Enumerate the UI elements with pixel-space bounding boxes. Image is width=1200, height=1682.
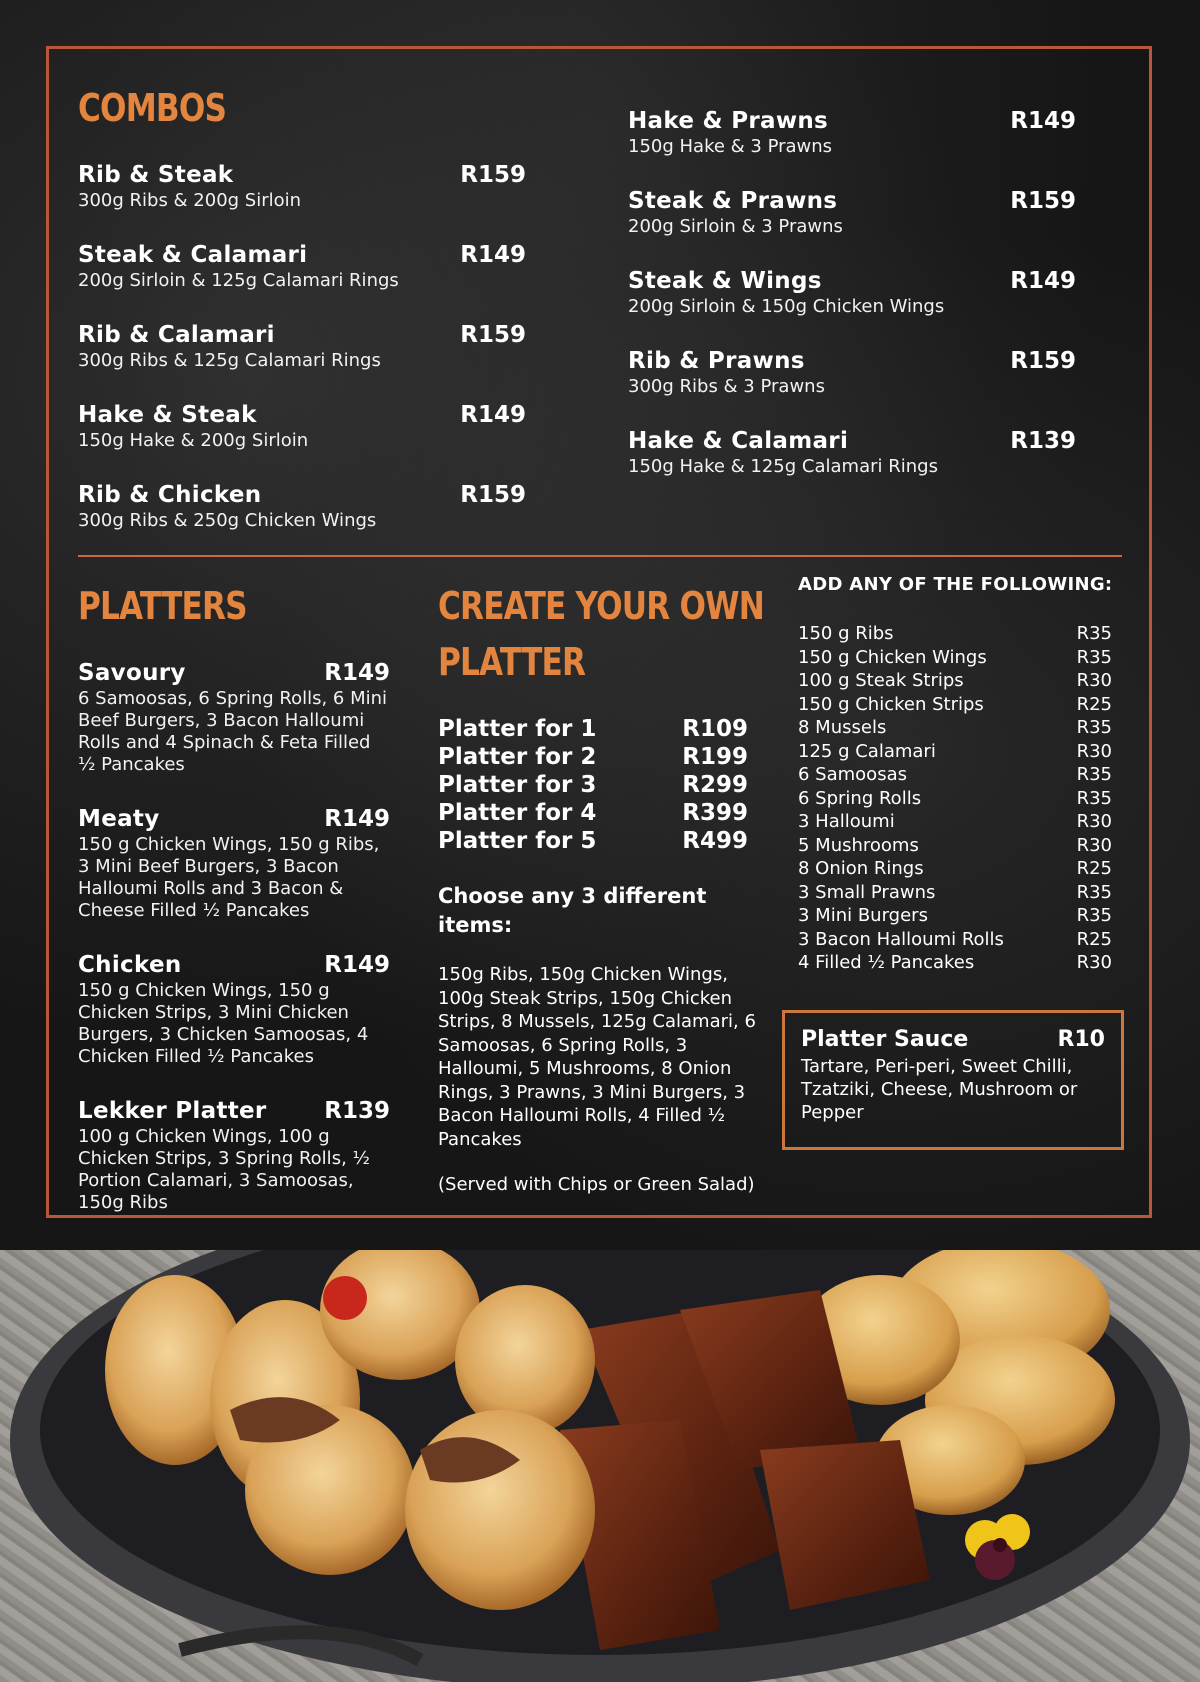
combo-desc: 200g Sirloin & 150g Chicken Wings [628, 296, 945, 317]
addons-title: ADD ANY OF THE FOLLOWING: [798, 574, 1113, 595]
platter-illustration [0, 1250, 1200, 1682]
addon-item [798, 951, 1112, 975]
food-photo [0, 1250, 1200, 1682]
platter-name: Savoury [78, 660, 186, 686]
platter-option-label: Platter for 4 [438, 800, 597, 826]
addon-price: R30 [1076, 834, 1112, 856]
addon-label: 150 g Ribs [798, 623, 894, 644]
platter-item [78, 806, 390, 922]
combos-heading: COMBOS [78, 86, 227, 130]
section-divider [78, 555, 1122, 557]
platter-desc: 150 g Chicken Wings, 150 g Chicken Strips, 3 Mini Chicken Burgers, 3 Chicken Samoosas, 4 Chicken Filled ½ Pancakes [78, 980, 369, 1067]
combo-price: R159 [1010, 188, 1076, 214]
combo-name: Hake & Calamari [628, 428, 849, 454]
platter-option [438, 799, 748, 827]
platter-name: Lekker Platter [78, 1098, 267, 1124]
addon-price: R25 [1076, 858, 1112, 879]
served-note: (Served with Chips or Green Salad) [438, 1174, 755, 1195]
platter-option [438, 771, 748, 799]
addon-label: 3 Mini Burgers [798, 905, 928, 926]
combo-desc: 300g Ribs & 200g Sirloin [78, 190, 302, 211]
platter-item [78, 952, 390, 1068]
addon-item [798, 834, 1112, 858]
combo-price: R149 [460, 242, 526, 268]
cherry-tomato [323, 1276, 367, 1320]
addon-item [798, 904, 1112, 928]
addon-price: R35 [1076, 646, 1112, 668]
addon-label: 6 Spring Rolls [798, 787, 922, 809]
create-own-heading: CREATE YOUR OWN [438, 584, 764, 628]
combo-price: R159 [460, 322, 526, 348]
combo-item [78, 242, 526, 292]
platter-item [78, 1098, 390, 1214]
addons-list [798, 622, 1112, 975]
choose-title: Choose any 3 different items: [438, 884, 707, 937]
addon-price: R30 [1076, 670, 1112, 691]
platter-name: Chicken [78, 952, 182, 978]
platter-option-price: R199 [682, 744, 748, 770]
platter-option-label: Platter for 5 [438, 828, 597, 854]
addon-label: 6 Samoosas [798, 764, 907, 785]
platter-option [438, 743, 748, 771]
platter-option [438, 827, 748, 855]
combo-desc: 150g Hake & 3 Prawns [628, 136, 833, 157]
combo-name: Steak & Wings [628, 268, 822, 294]
addon-label: 125 g Calamari [798, 740, 936, 762]
platter-desc: 100 g Chicken Wings, 100 g Chicken Strips, 3 Spring Rolls, ½ Portion Calamari, 3 Samoosas, 150g Ribs [78, 1126, 370, 1213]
addon-price: R35 [1076, 905, 1112, 926]
create-own-heading-line2: PLATTER [438, 640, 586, 684]
sauce-price: R10 [1057, 1027, 1105, 1052]
platter-desc: 150 g Chicken Wings, 150 g Ribs, 3 Mini Beef Burgers, 3 Bacon Halloumi Rolls and 3 Bacon & Cheese Filled ½ Pancakes [78, 834, 380, 921]
mini-burger [455, 1285, 595, 1435]
combo-item [628, 348, 1076, 398]
addon-item [798, 740, 1112, 764]
combo-item [628, 428, 1076, 478]
combo-name: Rib & Chicken [78, 482, 262, 508]
sauce-desc: Tartare, Peri-peri, Sweet Chilli, Tzatziki, Cheese, Mushroom or Pepper [801, 1056, 1078, 1123]
addon-price: R35 [1076, 623, 1112, 644]
addon-price: R30 [1076, 740, 1112, 762]
addon-item [798, 622, 1112, 646]
combo-price: R139 [1010, 428, 1076, 454]
platter-option-label: Platter for 2 [438, 744, 597, 770]
platter-option-label: Platter for 3 [438, 772, 597, 798]
combo-name: Hake & Prawns [628, 108, 829, 134]
combo-desc: 300g Ribs & 3 Prawns [628, 376, 825, 397]
platter-option [438, 715, 748, 743]
addon-item [798, 716, 1112, 740]
combo-price: R159 [460, 482, 526, 508]
platter-item [78, 660, 390, 776]
addon-item [798, 881, 1112, 905]
addon-label: 8 Mussels [798, 717, 887, 738]
addon-label: 3 Bacon Halloumi Rolls [798, 928, 1004, 950]
addon-label: 100 g Steak Strips [798, 670, 964, 691]
addon-label: 4 Filled ½ Pancakes [798, 952, 975, 973]
combo-item [628, 108, 1076, 158]
addon-price: R25 [1076, 693, 1112, 715]
addon-label: 150 g Chicken Wings [798, 646, 987, 668]
platter-name: Meaty [78, 806, 160, 832]
combo-name: Hake & Steak [78, 402, 257, 428]
addon-price: R25 [1076, 928, 1112, 950]
rib [760, 1440, 930, 1610]
platter-option-price: R399 [682, 800, 748, 826]
platter-option-price: R299 [682, 772, 748, 798]
addon-label: 5 Mushrooms [798, 834, 919, 856]
addon-price: R35 [1076, 881, 1112, 903]
addon-price: R30 [1076, 811, 1112, 832]
combo-price: R149 [1010, 268, 1076, 294]
platter-price: R149 [324, 806, 390, 832]
addon-item [798, 787, 1112, 811]
combo-item [628, 268, 1076, 318]
addon-item [798, 857, 1112, 881]
addon-price: R35 [1076, 717, 1112, 738]
combo-desc: 200g Sirloin & 125g Calamari Rings [78, 270, 399, 291]
addon-price: R30 [1076, 952, 1112, 973]
platter-price: R149 [324, 952, 390, 978]
combo-desc: 300g Ribs & 125g Calamari Rings [78, 350, 381, 371]
combo-name: Steak & Prawns [628, 188, 838, 214]
addon-label: 3 Halloumi [798, 811, 895, 832]
combo-name: Rib & Calamari [78, 322, 275, 348]
platters-heading: PLATTERS [78, 584, 247, 628]
platter-option-price: R499 [682, 828, 748, 854]
combo-desc: 300g Ribs & 250g Chicken Wings [78, 510, 377, 531]
addon-item [798, 646, 1112, 670]
mini-burger [405, 1410, 595, 1610]
platter-option-label: Platter for 1 [438, 716, 597, 742]
platter-price: R139 [324, 1098, 390, 1124]
combo-name: Rib & Steak [78, 162, 234, 188]
platter-desc: 6 Samoosas, 6 Spring Rolls, 6 Mini Beef Burgers, 3 Bacon Halloumi Rolls and 4 Spinach & Feta Filled ½ Pancakes [78, 688, 388, 775]
addon-label: 8 Onion Rings [798, 858, 924, 879]
addon-item [798, 669, 1112, 693]
combo-desc: 200g Sirloin & 3 Prawns [628, 216, 843, 237]
combo-desc: 150g Hake & 125g Calamari Rings [628, 456, 938, 477]
combo-price: R149 [460, 402, 526, 428]
combo-item [78, 322, 526, 372]
sauce-name: Platter Sauce [801, 1027, 969, 1052]
addon-item [798, 928, 1112, 952]
combo-item [78, 402, 526, 452]
choose-items: 150g Ribs, 150g Chicken Wings, 100g Steak Strips, 150g Chicken Strips, 8 Mussels, 125g Calamari, 6 Samoosas, 6 Spring Rolls, 3 Halloumi, 5 Mushrooms, 8 Onion Rings, 3 Prawns, 3 Mini Burgers, 3 Bacon Halloumi Rolls, 4 Filled ½ Pancakes [438, 964, 756, 1150]
addon-price: R35 [1076, 764, 1112, 785]
combo-item [628, 188, 1076, 238]
addon-item [798, 810, 1112, 834]
platter-price: R149 [324, 660, 390, 686]
combo-name: Steak & Calamari [78, 242, 308, 268]
addon-label: 3 Small Prawns [798, 881, 936, 903]
combo-price: R159 [1010, 348, 1076, 374]
combo-item [78, 482, 526, 532]
combo-name: Rib & Prawns [628, 348, 805, 374]
addon-price: R35 [1076, 787, 1112, 809]
addon-item [798, 763, 1112, 787]
platter-option-price: R109 [682, 716, 748, 742]
combo-item [78, 162, 526, 212]
combo-price: R159 [460, 162, 526, 188]
addon-item [798, 693, 1112, 717]
addon-label: 150 g Chicken Strips [798, 693, 984, 715]
combo-price: R149 [1010, 108, 1076, 134]
combo-desc: 150g Hake & 200g Sirloin [78, 430, 309, 451]
platter-sauce-box [782, 1010, 1124, 1150]
